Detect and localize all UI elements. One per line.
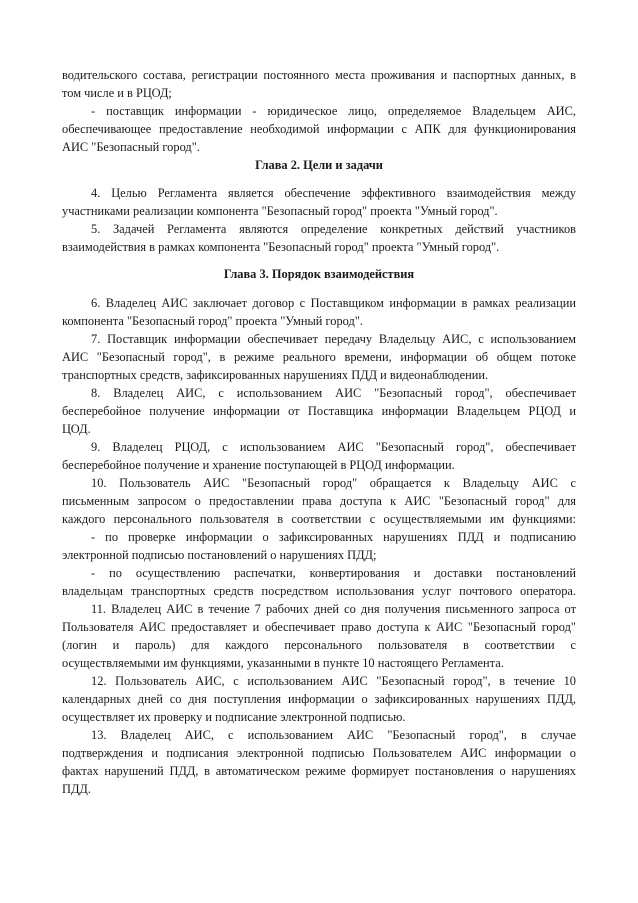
text-line: электронной подписью постановлений о нарушениях ПДД;: [62, 548, 377, 562]
text-line: Пользователя АИС предоставляет и обеспечивает право доступа к АИС "Безопасный город": [62, 620, 576, 634]
text-line: взаимодействия в рамках компонента "Безопасный город" проекта "Умный город".: [62, 240, 500, 254]
text-line: 12. Пользователь АИС, с использованием АИС "Безопасный город", в течение 10: [91, 674, 576, 688]
text-line: том числе и в РЦОД;: [62, 86, 172, 100]
text-line: участниками реализации компонента "Безопасный город" проекта "Умный город".: [62, 204, 498, 218]
text-line: бесперебойное получение информации от Поставщика информации Владельцем РЦОД и: [62, 404, 576, 418]
chapter-2-heading: Глава 2. Цели и задачи: [255, 158, 383, 172]
text-line: осуществляемыми им функциями, указанными в пункте 10 настоящего Регламента.: [62, 656, 504, 670]
text-line: - по проверке информации о зафиксированных нарушениях ПДД и подписанию: [91, 530, 576, 544]
text-line: осуществляет их проверку и подписание электронной подписью.: [62, 710, 406, 724]
text-line: ЦОД.: [62, 422, 91, 436]
text-line: АИС "Безопасный город", в режиме реального времени, информации об общем потоке: [62, 350, 576, 364]
text-line: обеспечивающее предоставление необходимой информации с АПК для функционирования: [62, 122, 576, 136]
text-line: - поставщик информации - юридическое лицо, определяемое Владельцем АИС,: [91, 104, 576, 118]
text-line: 10. Пользователь АИС "Безопасный город" обращается к Владельцу АИС с: [91, 476, 576, 490]
text-line: календарных дней со дня поступления информации о зафиксированных нарушениях ПДД,: [62, 692, 576, 706]
chapter-3-heading: Глава 3. Порядок взаимодействия: [223, 267, 415, 281]
text-line: водительского состава, регистрации постоянного места проживания и паспортных данных, в: [62, 68, 576, 82]
text-line: 4. Целью Регламента является обеспечение эффективного взаимодействия между: [91, 186, 576, 200]
text-line: каждого персонального пользователя в соответствии с осуществляемыми им функциями:: [62, 512, 576, 526]
text-line: 9. Владелец РЦОД, с использованием АИС "Безопасный город", обеспечивает: [91, 440, 576, 454]
text-line: (логин и пароль) для каждого персонального пользователя в соответствии с: [62, 638, 576, 652]
text-line: транспортных средств, зафиксированных нарушениях ПДД и видеонаблюдении.: [62, 368, 489, 382]
text-line: 6. Владелец АИС заключает договор с Поставщиком информации в рамках реализации: [91, 296, 576, 310]
text-line: ПДД.: [62, 782, 91, 796]
text-line: АИС "Безопасный город".: [62, 140, 200, 154]
text-line: 5. Задачей Регламента являются определение конкретных действий участников: [91, 222, 576, 236]
text-line: бесперебойное получение и хранение поступающей в РЦОД информации.: [62, 458, 455, 472]
text-line: - по осуществлению распечатки, конвертирования и доставки постановлений: [91, 566, 576, 580]
text-line: письменным запросом о предоставлении права доступа к АИС "Безопасный город" для: [62, 494, 576, 508]
text-line: 11. Владелец АИС в течение 7 рабочих дней со дня получения письменного запроса от: [91, 602, 576, 616]
text-line: владельцам транспортных средств посредством использования услуг почтового оператора.: [62, 584, 576, 598]
text-line: 7. Поставщик информации обеспечивает передачу Владельцу АИС, с использованием: [91, 332, 576, 346]
text-line: компонента "Безопасный город" проекта "Умный город".: [62, 314, 363, 328]
text-line: фактах нарушений ПДД, в автоматическом режиме формирует постановления о нарушениях: [62, 764, 576, 778]
text-line: 13. Владелец АИС, с использованием АИС "Безопасный город", в случае: [91, 728, 576, 742]
text-line: 8. Владелец АИС, с использованием АИС "Безопасный город", обеспечивает: [91, 386, 576, 400]
text-line: подтверждения и подписания электронной подписью Пользователем АИС информации о: [62, 746, 576, 760]
